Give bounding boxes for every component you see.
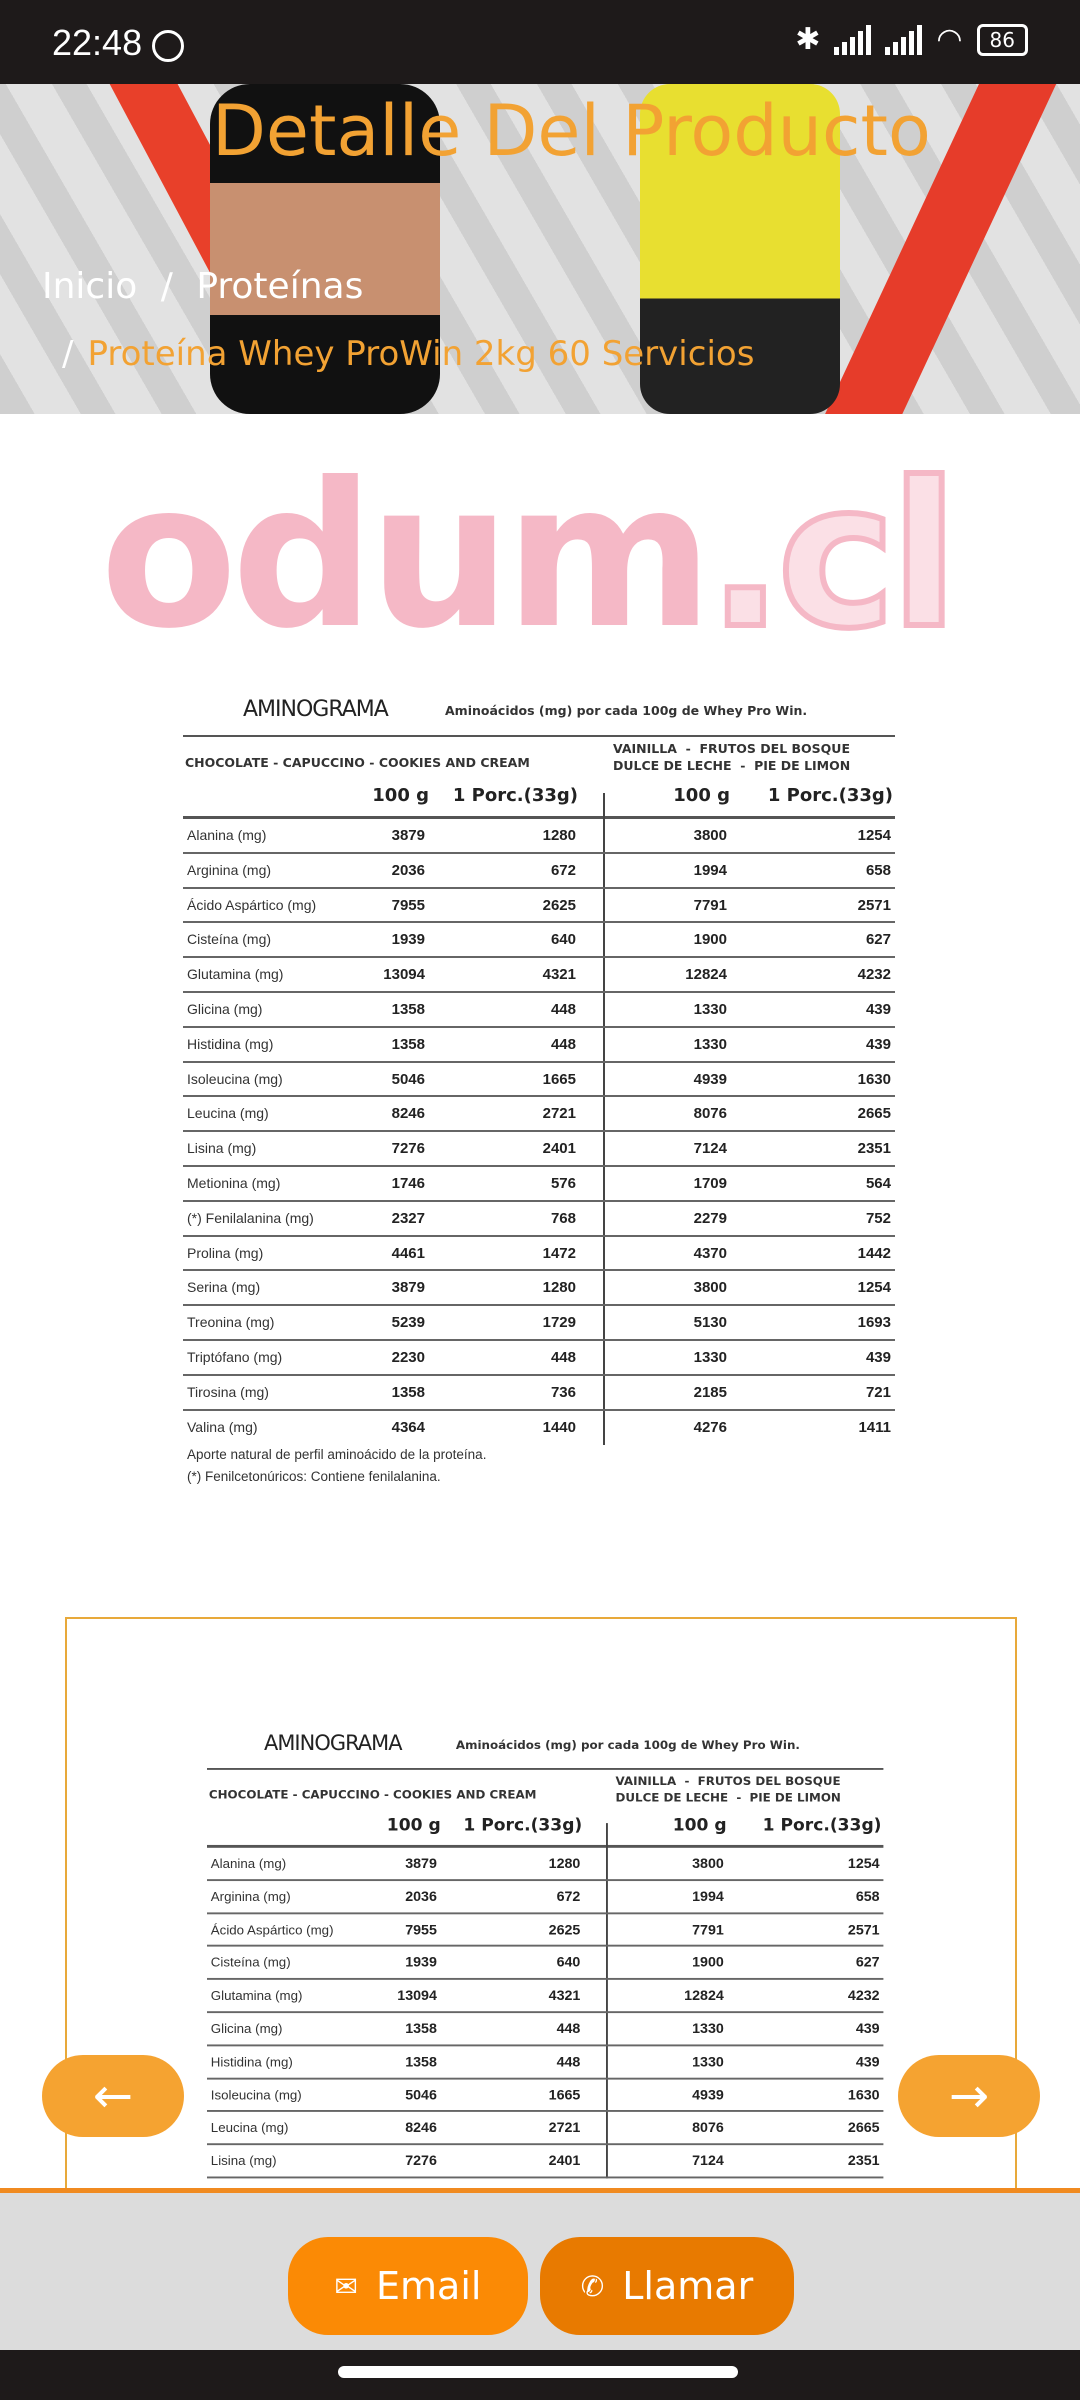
row-label: Alanina (mg): [210, 1855, 287, 1871]
row-value: 1330: [693, 1035, 727, 1053]
footnote: Aporte natural de perfil aminoácido de la proteína.: [187, 1447, 487, 1462]
table-row: [207, 2046, 883, 2079]
table-row: [207, 2112, 883, 2145]
table-row: [183, 993, 895, 1028]
alarm-icon: [152, 30, 184, 62]
row-value: 2401: [542, 1140, 576, 1158]
table-row: [183, 1028, 895, 1063]
breadcrumb-category-link[interactable]: Proteínas: [196, 266, 364, 307]
row-value: 640: [556, 1954, 581, 1971]
row-label: Glutamina (mg): [187, 966, 284, 983]
row-label: Leucina (mg): [187, 1105, 269, 1122]
row-value: 1330: [693, 1349, 727, 1366]
row-value: 1358: [405, 2053, 437, 2070]
row-value: 4232: [857, 966, 891, 984]
column-header: 100 g: [386, 1815, 441, 1836]
row-label: Histidina (mg): [210, 2053, 293, 2069]
table-row: [183, 958, 895, 993]
table-row: [207, 1881, 883, 1914]
row-value: 4461: [391, 1244, 425, 1262]
table-row: [183, 1411, 895, 1446]
home-indicator[interactable]: [338, 2366, 738, 2378]
row-value: 2665: [857, 1105, 891, 1123]
row-label: Isoleucina (mg): [210, 2086, 302, 2103]
table-row: [183, 1132, 895, 1167]
row-value: 1358: [391, 1001, 425, 1018]
status-time: 22:48: [52, 22, 143, 63]
email-button-label: Email: [376, 2264, 482, 2308]
email-button[interactable]: [288, 2237, 528, 2335]
row-value: 12824: [684, 1987, 724, 2004]
row-value: 2351: [847, 2152, 880, 2170]
table-row: [183, 889, 895, 924]
row-value: 1442: [857, 1244, 891, 1262]
row-value: 2665: [847, 2119, 880, 2137]
row-label: Serina (mg): [187, 1279, 261, 1296]
row-value: 1358: [391, 1383, 425, 1401]
row-value: 5239: [391, 1314, 425, 1332]
row-value: 5046: [391, 1070, 425, 1088]
row-label: Alanina (mg): [187, 827, 267, 843]
row-value: 1665: [542, 1070, 576, 1088]
row-value: 8076: [693, 1105, 727, 1123]
row-value: 13094: [397, 1987, 437, 2004]
row-value: 1994: [693, 861, 727, 879]
row-value: 4939: [692, 2086, 724, 2103]
row-value: 1254: [857, 1279, 891, 1297]
footnote: (*) Fenilcetonúricos: Contiene fenilalanina.: [187, 1469, 441, 1484]
row-value: 1939: [391, 931, 425, 949]
row-value: 2036: [405, 1888, 437, 1905]
watermark-text: odum: [100, 440, 708, 673]
row-value: 3800: [692, 1855, 724, 1872]
row-value: 1280: [542, 827, 576, 844]
signal-icon: [885, 25, 922, 55]
row-value: 448: [556, 2053, 581, 2070]
row-value: 1630: [857, 1070, 891, 1088]
row-value: 672: [556, 1888, 581, 1905]
row-value: 7791: [693, 896, 727, 914]
row-value: 1994: [692, 1888, 724, 1905]
row-value: 1746: [391, 1175, 425, 1192]
breadcrumb-home-link[interactable]: Inicio: [42, 266, 138, 307]
row-value: 4321: [548, 1987, 581, 2004]
table-row: [207, 1980, 883, 2013]
flavor-group-right: DULCE DE LECHE - PIE DE LIMON: [613, 758, 851, 773]
row-value: 2721: [542, 1105, 576, 1123]
row-label: Ácido Aspártico (mg): [210, 1921, 334, 1937]
flavor-group-right: VAINILLA - FRUTOS DEL BOSQUE: [613, 741, 850, 756]
row-value: 7276: [405, 2152, 437, 2170]
table-row: [183, 1097, 895, 1132]
carousel-next-button[interactable]: [898, 2055, 1040, 2137]
row-value: 627: [865, 931, 891, 949]
table-row: [207, 2013, 883, 2046]
row-value: 439: [855, 2020, 880, 2037]
row-value: 1709: [693, 1175, 727, 1192]
row-value: 2571: [847, 1921, 880, 1938]
row-value: 2230: [391, 1349, 425, 1366]
flavor-group-left: CHOCOLATE - CAPUCCINO - COOKIES AND CREAM: [208, 1787, 537, 1802]
row-label: Valina (mg): [187, 1418, 258, 1435]
row-label: Ácido Aspártico (mg): [187, 896, 317, 913]
row-label: Glicina (mg): [210, 2020, 283, 2036]
breadcrumb-separator: /: [160, 266, 173, 307]
row-value: 1665: [548, 2086, 581, 2103]
table-row: [207, 2079, 883, 2112]
row-value: 1330: [692, 2053, 724, 2070]
call-button-label: Llamar: [622, 2264, 754, 2308]
row-value: 8076: [692, 2119, 724, 2137]
row-value: 1472: [542, 1244, 576, 1262]
row-label: Arginina (mg): [210, 1888, 291, 1904]
row-value: 4321: [542, 966, 576, 984]
table-row: [183, 1237, 895, 1272]
row-value: 736: [550, 1383, 576, 1401]
row-value: 7124: [693, 1140, 727, 1158]
breadcrumb: [42, 266, 363, 307]
watermark: [100, 440, 952, 673]
row-value: 3879: [391, 827, 425, 844]
row-value: 3800: [693, 827, 727, 844]
row-value: 1630: [847, 2086, 880, 2103]
signal-icon: [834, 25, 871, 55]
table-row: [207, 1947, 883, 1980]
row-value: 439: [865, 1001, 891, 1018]
table-title: AMINOGRAMA: [243, 697, 388, 722]
row-value: 4232: [847, 1987, 880, 2004]
row-value: 2185: [693, 1383, 727, 1401]
row-value: 1280: [542, 1279, 576, 1297]
row-value: 4939: [693, 1070, 727, 1088]
row-value: 1330: [693, 1001, 727, 1018]
row-value: 5046: [405, 2086, 437, 2103]
table-subtitle: Aminoácidos (mg) por cada 100g de Whey Pro Win.: [445, 703, 808, 718]
battery-icon: 86: [977, 24, 1028, 56]
table-row: [183, 1306, 895, 1341]
row-value: 752: [865, 1209, 891, 1227]
bluetooth-icon: ✱: [795, 22, 821, 57]
contact-footer: [0, 2188, 1080, 2355]
row-divider: [207, 2176, 883, 2178]
row-value: 7276: [391, 1140, 425, 1158]
phone-icon: ✆: [580, 2269, 605, 2303]
table-row: [183, 854, 895, 889]
flavor-group-right: DULCE DE LECHE - PIE DE LIMON: [615, 1789, 841, 1805]
row-label: Leucina (mg): [210, 2119, 289, 2136]
row-label: Arginina (mg): [187, 861, 272, 878]
row-value: 5130: [693, 1314, 727, 1332]
system-nav-bar: [0, 2350, 1080, 2400]
row-value: 576: [550, 1175, 576, 1192]
flavor-group-right: VAINILLA - FRUTOS DEL BOSQUE: [615, 1773, 841, 1788]
arrow-right-icon: →: [948, 2068, 990, 2124]
row-value: 1280: [548, 1855, 581, 1872]
row-value: 2327: [391, 1209, 425, 1227]
row-value: 1900: [692, 1954, 724, 1971]
row-value: 439: [865, 1035, 891, 1053]
row-value: 448: [556, 2020, 581, 2037]
row-value: 672: [550, 861, 576, 879]
row-value: 7124: [692, 2152, 724, 2170]
row-value: 7791: [692, 1921, 724, 1938]
page-title: Detalle Del Producto: [212, 90, 931, 172]
row-value: 721: [865, 1383, 891, 1401]
column-header: 100 g: [372, 785, 429, 806]
row-value: 640: [550, 931, 576, 949]
row-label: Tirosina (mg): [187, 1383, 269, 1400]
row-value: 7955: [405, 1921, 437, 1938]
row-value: 448: [550, 1001, 576, 1018]
row-value: 439: [865, 1349, 891, 1366]
row-value: 3800: [693, 1279, 727, 1297]
row-value: 1358: [391, 1035, 425, 1053]
carousel-prev-button[interactable]: [42, 2055, 184, 2137]
table-row: [183, 1341, 895, 1376]
row-label: Metionina (mg): [187, 1175, 281, 1191]
watermark-suffix: .cl: [707, 440, 953, 673]
table-row: [183, 1376, 895, 1411]
row-value: 4364: [391, 1418, 425, 1436]
row-value: 1900: [693, 931, 727, 949]
wifi-icon: ◠: [936, 22, 963, 57]
row-value: 768: [550, 1209, 576, 1227]
row-value: 2721: [548, 2119, 581, 2137]
table-title: AMINOGRAMA: [264, 1731, 402, 1756]
row-value: 1939: [405, 1954, 437, 1971]
row-label: Lisina (mg): [210, 2152, 277, 2169]
arrow-left-icon: ←: [92, 2068, 134, 2124]
column-header: 1 Porc.(33g): [767, 785, 893, 806]
row-value: 7955: [391, 896, 425, 914]
row-label: Triptófano (mg): [187, 1349, 283, 1365]
row-value: 8246: [391, 1105, 425, 1123]
row-value: 2036: [391, 861, 425, 879]
divider: [207, 1768, 883, 1770]
row-value: 448: [550, 1035, 576, 1053]
column-header: 100 g: [673, 785, 730, 806]
breadcrumb-current: [62, 334, 754, 374]
row-value: 1254: [857, 827, 891, 844]
table-row: [183, 1167, 895, 1202]
divider: [183, 735, 895, 737]
row-label: Cisteína (mg): [187, 931, 272, 948]
row-label: Histidina (mg): [187, 1035, 274, 1052]
row-value: 4370: [693, 1244, 727, 1262]
row-value: 1440: [542, 1418, 576, 1436]
row-label: Glicina (mg): [187, 1001, 263, 1017]
breadcrumb-separator: /: [62, 334, 74, 374]
hero-banner: [0, 84, 1080, 414]
row-value: 1358: [405, 2020, 437, 2037]
row-value: 3879: [405, 1855, 437, 1872]
row-value: 658: [865, 861, 891, 879]
table-subtitle: Aminoácidos (mg) por cada 100g de Whey Pro Win.: [455, 1737, 800, 1752]
row-value: 2571: [857, 896, 891, 914]
table-row: [207, 1914, 883, 1947]
row-value: 1330: [692, 2020, 724, 2037]
row-value: 4276: [693, 1418, 727, 1436]
row-value: 1411: [858, 1418, 891, 1436]
row-value: 564: [865, 1175, 891, 1192]
row-value: 8246: [405, 2119, 437, 2137]
row-label: Prolina (mg): [187, 1244, 264, 1261]
mail-icon: ✉: [334, 2269, 359, 2303]
row-value: 2625: [548, 1921, 581, 1938]
status-bar: [0, 0, 1080, 84]
row-value: 658: [855, 1888, 880, 1905]
row-value: 1254: [847, 1855, 880, 1872]
row-value: 3879: [391, 1279, 425, 1297]
row-value: 1729: [542, 1314, 576, 1332]
breadcrumb-current-label: Proteína Whey ProWin 2kg 60 Servicios: [87, 334, 755, 374]
flavor-group-left: CHOCOLATE - CAPUCCINO - COOKIES AND CREAM: [185, 755, 530, 770]
row-value: 1693: [857, 1314, 891, 1332]
table-row: [183, 1202, 895, 1237]
column-header: 1 Porc.(33g): [762, 1815, 882, 1836]
row-value: 2401: [548, 2152, 581, 2170]
table-row: [183, 923, 895, 958]
row-value: 439: [855, 2053, 880, 2070]
row-label: Isoleucina (mg): [187, 1070, 283, 1087]
row-label: (*) Fenilalanina (mg): [187, 1209, 314, 1226]
row-value: 2625: [542, 896, 576, 914]
table-row: [183, 1271, 895, 1306]
row-label: Glutamina (mg): [210, 1987, 303, 2003]
row-label: Cisteína (mg): [210, 1954, 291, 1970]
call-button[interactable]: [540, 2237, 794, 2335]
row-value: 13094: [383, 966, 425, 984]
table-row: [183, 1063, 895, 1098]
row-value: 12824: [685, 966, 727, 984]
row-value: 2279: [693, 1209, 727, 1227]
table-row: [183, 819, 895, 854]
row-label: Treonina (mg): [187, 1314, 275, 1331]
aminograma-table-image: [183, 695, 895, 1495]
row-value: 2351: [857, 1140, 891, 1158]
row-value: 627: [855, 1954, 880, 1971]
column-header: 1 Porc.(33g): [452, 785, 578, 806]
table-row: [207, 2145, 883, 2178]
column-header: 1 Porc.(33g): [463, 1815, 583, 1836]
row-label: Lisina (mg): [187, 1140, 257, 1157]
column-header: 100 g: [672, 1815, 727, 1836]
row-value: 448: [550, 1349, 576, 1366]
table-row: [207, 1848, 883, 1881]
